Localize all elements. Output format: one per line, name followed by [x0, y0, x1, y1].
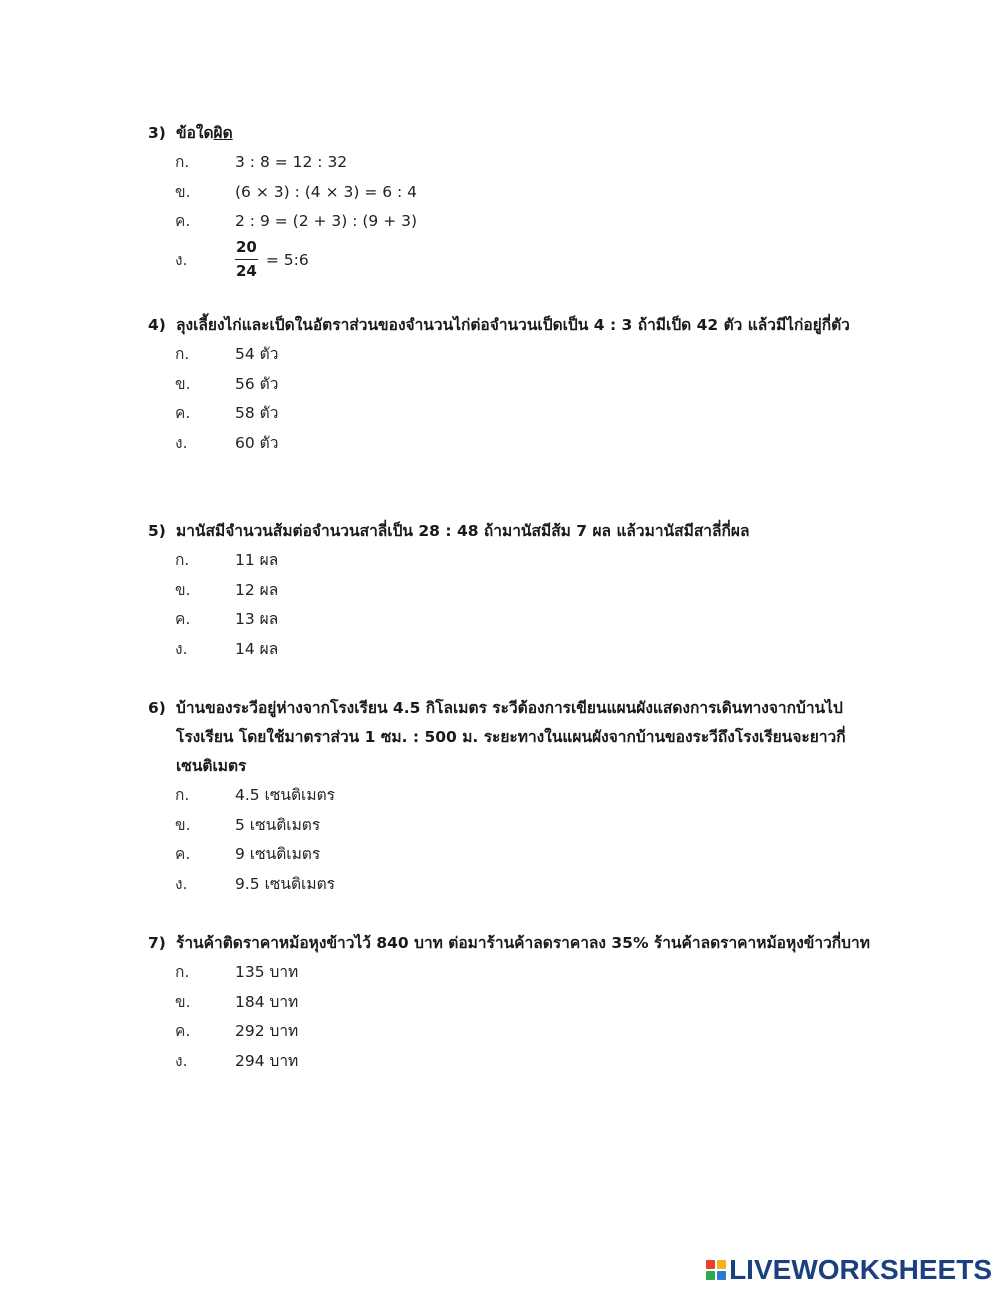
question-text	[176, 119, 878, 148]
question-text: มานัสมีจำนวนส้มต่อจำนวนสาลี่เป็น 28 : 48 ถ้ามานัสมีส้ม 7 ผล แล้วมานัสมีสาลี่กี่ผล	[176, 522, 750, 540]
option-text: 3 : 8 = 12 : 32	[235, 153, 348, 171]
question-6-header	[148, 694, 878, 781]
option-label: ง.	[175, 1051, 188, 1070]
option-label: ง.	[175, 874, 188, 893]
option-c	[148, 207, 878, 237]
option-label: ง.	[175, 433, 188, 452]
option-text: 9 เซนติเมตร	[235, 845, 321, 864]
logo-block	[706, 1260, 715, 1269]
option-label: ข.	[175, 182, 191, 201]
option-a	[148, 340, 878, 370]
option-label: ข.	[175, 992, 191, 1011]
option-text: 184 บาท	[235, 992, 299, 1011]
question-7	[148, 929, 878, 1076]
option-label: ง.	[175, 639, 188, 658]
option-text: 294 บาท	[235, 1051, 299, 1070]
option-text: 135 บาท	[235, 963, 299, 981]
option-a	[148, 148, 878, 178]
option-text: 60 ตัว	[235, 433, 279, 452]
option-b	[148, 811, 878, 841]
option-text: 292 บาท	[235, 1022, 299, 1041]
option-label: ข.	[175, 815, 191, 834]
option-text: 5 เซนติเมตร	[235, 815, 321, 834]
option-label: ง.	[175, 251, 188, 270]
option-c	[148, 1017, 878, 1047]
option-label: ค.	[175, 610, 191, 629]
option-text: 12 ผล	[235, 580, 279, 599]
option-label: ก.	[175, 551, 190, 569]
fraction-denominator: 24	[236, 262, 257, 281]
fraction	[235, 239, 258, 280]
logo-blocks-icon	[706, 1260, 726, 1280]
option-label: ค.	[175, 845, 191, 864]
logo-text: LIVEWORKSHEETS	[729, 1254, 992, 1285]
option-label: ค.	[175, 212, 191, 231]
option-text: 9.5 เซนติเมตร	[235, 874, 335, 893]
option-d	[148, 429, 878, 459]
option-d	[148, 870, 878, 900]
option-d	[148, 237, 878, 283]
option-c	[148, 399, 878, 429]
question-number: 4)	[148, 316, 166, 334]
question-5-header	[148, 517, 878, 546]
option-c	[148, 605, 878, 635]
option-text: 2 : 9 = (2 + 3) : (9 + 3)	[235, 212, 418, 231]
option-text: 54 ตัว	[235, 345, 279, 363]
option-c	[148, 840, 878, 870]
question-number: 3)	[148, 124, 166, 142]
question-number: 5)	[148, 522, 166, 540]
question-6	[148, 694, 878, 899]
option-text: 58 ตัว	[235, 404, 279, 423]
option-label: ข.	[175, 374, 191, 393]
question-4	[148, 311, 878, 458]
question-number: 7)	[148, 934, 166, 952]
option-label: ก.	[175, 153, 190, 171]
question-3-header	[148, 119, 878, 148]
logo-block	[717, 1271, 726, 1280]
option-label: ก.	[175, 786, 190, 804]
option-label: ก.	[175, 345, 190, 363]
question-text-main: ข้อใด	[176, 124, 214, 142]
question-5	[148, 517, 878, 664]
option-a	[148, 546, 878, 576]
question-7-header	[148, 929, 878, 958]
logo-block	[717, 1260, 726, 1269]
option-label: ข.	[175, 580, 191, 599]
option-b	[148, 576, 878, 606]
question-4-header	[148, 311, 878, 340]
option-a	[148, 781, 878, 811]
option-text: 56 ตัว	[235, 374, 279, 393]
fraction-numerator: 20	[235, 239, 258, 260]
option-text: (6 × 3) : (4 × 3) = 6 : 4	[235, 182, 418, 201]
option-label: ค.	[175, 1022, 191, 1041]
option-text: 4.5 เซนติเมตร	[235, 786, 335, 804]
option-label: ก.	[175, 963, 190, 981]
question-text: ลุงเลี้ยงไก่และเป็ดในอัตราส่วนของจำนวนไก่ต่อจำนวนเป็ดเป็น 4 : 3 ถ้ามีเป็ด 42 ตัว แล้วมีไก่อยู่กี่ตัว	[176, 316, 850, 334]
option-b	[148, 988, 878, 1018]
logo-block	[706, 1271, 715, 1280]
question-text: บ้านของระวีอยู่ห่างจากโรงเรียน 4.5 กิโลเมตร ระวีต้องการเขียนแผนผังแสดงการเดินทางจากบ้านไปโรงเรียน โดยใช้มาตราส่วน 1 ซม. : 500 ม. ระยะทางในแผนผังจากบ้านของระวีถึงโรงเรียนจะยาวกี่เซนติเมตร	[176, 699, 846, 775]
option-b	[148, 370, 878, 400]
option-d	[148, 635, 878, 665]
option-text: 13 ผล	[235, 610, 279, 629]
option-a	[148, 958, 878, 988]
question-text: ร้านค้าติดราคาหม้อหุงข้าวไว้ 840 บาท ต่อมาร้านค้าลดราคาลง 35% ร้านค้าลดราคาหม้อหุงข้าวกี่บาท	[176, 934, 870, 952]
question-3	[148, 119, 878, 283]
option-text: 11 ผล	[235, 551, 279, 569]
option-text: = 5:6	[265, 250, 309, 269]
option-label: ค.	[175, 404, 191, 423]
liveworksheets-logo	[706, 1254, 992, 1286]
question-number: 6)	[148, 699, 166, 717]
question-emphasis: ผิด	[213, 124, 233, 142]
option-d	[148, 1047, 878, 1077]
option-b	[148, 178, 878, 208]
option-text: 14 ผล	[235, 639, 279, 658]
